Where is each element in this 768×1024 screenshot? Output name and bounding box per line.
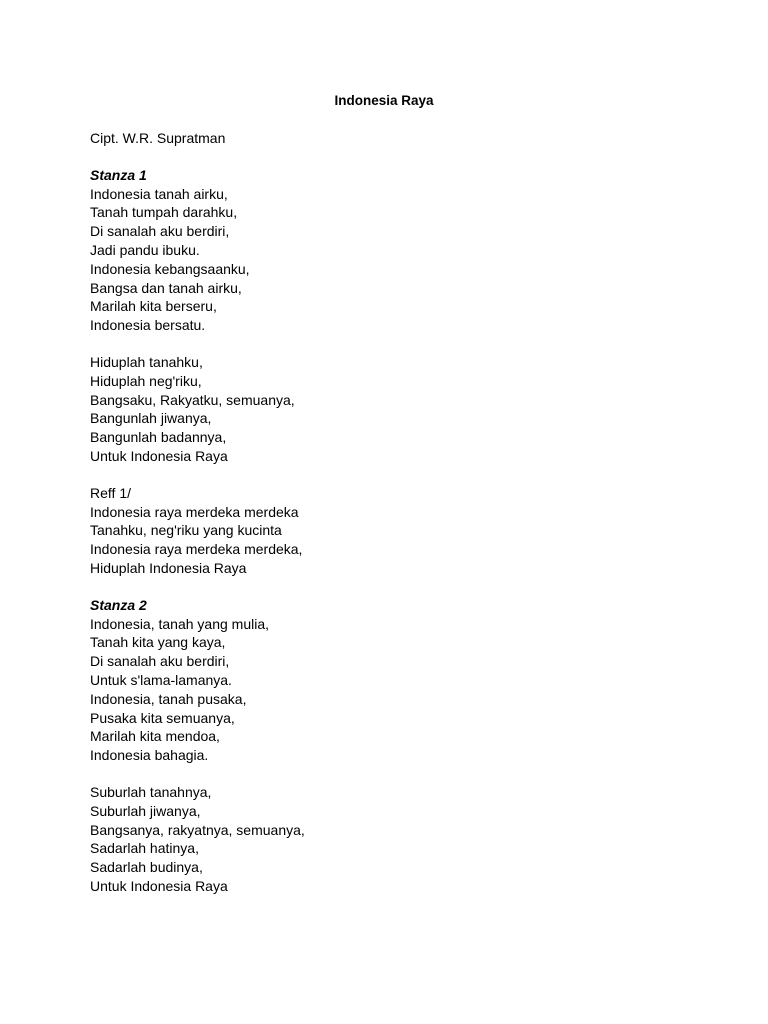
- lyric-line: Bangsa dan tanah airku,: [90, 279, 242, 296]
- lyric-line: Hiduplah tanahku,: [90, 353, 203, 370]
- lyric-line: Tanah kita yang kaya,: [90, 634, 226, 651]
- lyric-line: Di sanalah aku berdiri,: [90, 223, 230, 240]
- lyric-line: Suburlah tanahnya,: [90, 783, 212, 800]
- lyric-line: Indonesia kebangsaanku,: [90, 260, 250, 277]
- lyric-line: Sadarlah hatinya,: [90, 840, 199, 857]
- lyrics-block: [90, 166, 708, 335]
- lyric-line: Suburlah jiwanya,: [90, 802, 201, 819]
- lyric-line: Bangunlah jiwanya,: [90, 410, 212, 427]
- lyric-line: Marilah kita mendoa,: [90, 728, 220, 745]
- lyric-line: Indonesia, tanah yang mulia,: [90, 615, 270, 632]
- lyrics-block: [90, 353, 708, 466]
- lyric-line: Indonesia bahagia.: [90, 747, 209, 764]
- lyric-line: Sadarlah budinya,: [90, 859, 203, 876]
- author-credit: Cipt. W.R. Supratman: [90, 130, 226, 146]
- lyric-line: Reff 1/: [90, 484, 131, 501]
- lyric-line: Hiduplah Indonesia Raya: [90, 559, 247, 576]
- lyric-line: Di sanalah aku berdiri,: [90, 653, 230, 670]
- lyric-line: Jadi pandu ibuku.: [90, 241, 200, 258]
- lyric-line: Tanahku, neg'riku yang kucinta: [90, 522, 282, 539]
- lyrics-block: [90, 596, 708, 765]
- lyric-line: Indonesia raya merdeka merdeka,: [90, 541, 303, 558]
- lyrics-block: [90, 484, 708, 578]
- lyric-line: Untuk s'lama-lamanya.: [90, 671, 232, 688]
- lyrics-block: [90, 783, 708, 896]
- lyric-line: Untuk Indonesia Raya: [90, 877, 228, 894]
- lyric-line: Indonesia, tanah pusaka,: [90, 690, 247, 707]
- stanza-heading: Stanza 1: [90, 166, 147, 183]
- lyric-line: Indonesia raya merdeka merdeka: [90, 503, 299, 520]
- lyric-line: Bangsaku, Rakyatku, semuanya,: [90, 391, 295, 408]
- lyric-line: Bangsanya, rakyatnya, semuanya,: [90, 821, 305, 838]
- lyric-line: Hiduplah neg'riku,: [90, 372, 202, 389]
- lyric-line: Tanah tumpah darahku,: [90, 204, 238, 221]
- document-title: Indonesia Raya: [334, 93, 434, 108]
- lyric-line: Pusaka kita semuanya,: [90, 709, 235, 726]
- stanza-heading: Stanza 2: [90, 596, 147, 613]
- document-body: [90, 129, 708, 914]
- lyrics-sections: [90, 166, 708, 896]
- lyric-line: Bangunlah badannya,: [90, 429, 227, 446]
- lyric-line: Indonesia tanah airku,: [90, 185, 228, 202]
- lyric-line: Marilah kita berseru,: [90, 298, 217, 315]
- lyric-line: Untuk Indonesia Raya: [90, 447, 228, 464]
- lyric-line: Indonesia bersatu.: [90, 317, 206, 334]
